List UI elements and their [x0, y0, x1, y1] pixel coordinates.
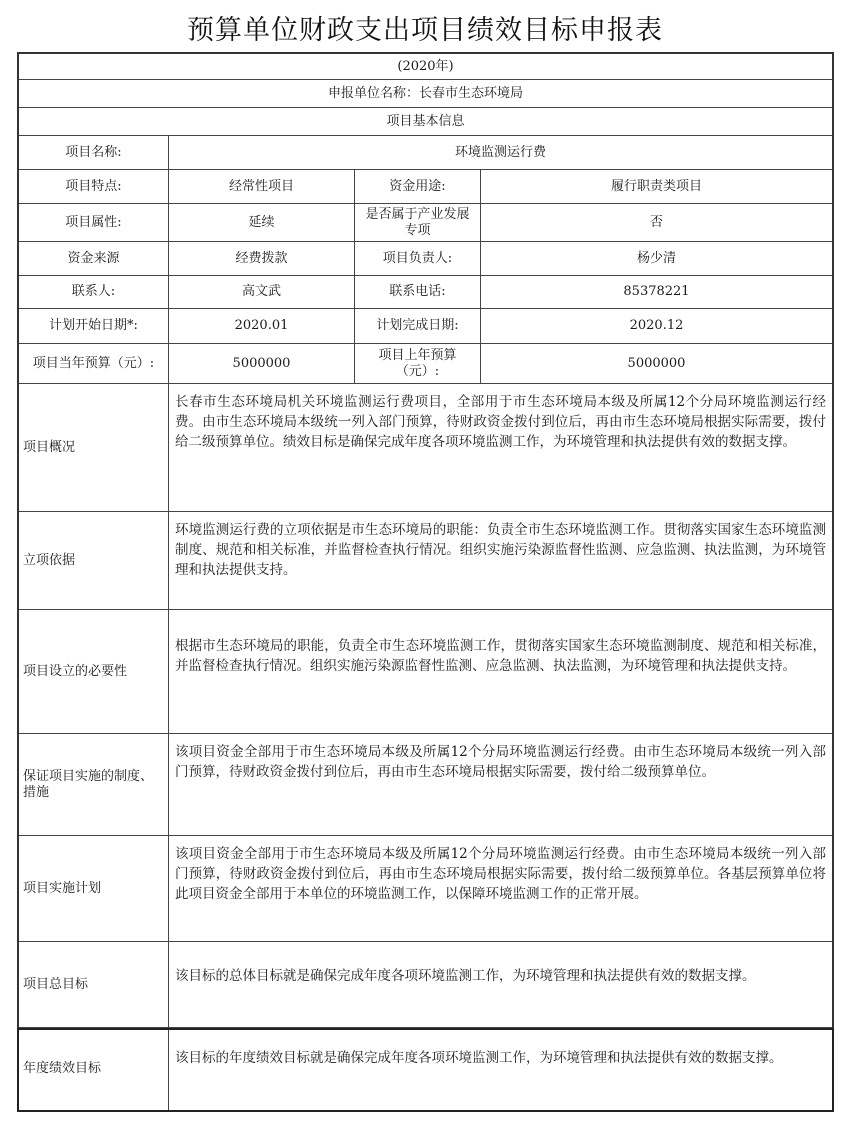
- section-text: 该目标的年度绩效目标就是确保完成年度各项环境监测工作，为环境管理和执法提供有效的数据支撑。: [175, 1050, 783, 1066]
- section-text: 长春市生态环境局机关环境监测运行费项目，全部用于市生态环境局本级及所属12个分局环境监测运行经费。由市生态环境局本级统一列入部门预算，待财政资金拨付到位后，再由市生态环境局根据实际需要，拨付给二级预算单位。绩效目标是确保完成年度各项环境监测工作，为环境管理和执法提供有效的数据支撑。: [175, 394, 826, 450]
- project-name-label: 项目名称:: [19, 136, 169, 169]
- section-text: 环境监测运行费的立项依据是市生态环境局的职能：负责全市生态环境监测工作。贯彻落实国家生态环境监测制度、规范和相关标准，并监督检查执行情况。组织实施污染源监督性监测、应急监测、执法监测，为环境管理和执法提供支持。: [175, 522, 826, 578]
- row-project-name: [19, 136, 832, 170]
- start-date-value: 2020.01: [169, 309, 355, 343]
- row-dates: [19, 309, 832, 344]
- use-label: 资金用途:: [355, 170, 481, 203]
- source-value: 经费拨款: [169, 242, 355, 275]
- row-attr: [19, 204, 832, 242]
- section-row: [19, 1028, 832, 1110]
- year-row: [19, 54, 832, 80]
- section-text: 该项目资金全部用于市生态环境局本级及所属12个分局环境监测运行经费。由市生态环境局本级统一列入部门预算，待财政资金拨付到位后，再由市生态环境局根据实际需要，拨付给二级预算单位。各基层预算单位将此项目资金全部用于本单位的环境监测工作，以保障环境监测工作的正常开展。: [175, 846, 826, 902]
- year-cell: (2020年): [397, 58, 454, 74]
- feature-label: 项目特点:: [19, 170, 169, 203]
- row-feature: [19, 170, 832, 204]
- form-table: [17, 52, 834, 1112]
- section-basic-heading: 项目基本信息: [386, 113, 465, 129]
- section-label: 立项依据: [19, 512, 169, 609]
- unit-row: [19, 80, 832, 108]
- row-source: [19, 242, 832, 276]
- industry-value: 否: [649, 214, 663, 230]
- budget-previous-label: 项目上年预算（元）:: [355, 344, 481, 383]
- section-row: [19, 384, 832, 512]
- budget-current-value: 5000000: [169, 344, 355, 383]
- unit-cell: 申报单位名称：长春市生态环境局: [327, 85, 523, 101]
- start-date-label: 计划开始日期*:: [19, 309, 169, 343]
- attr-value: 延续: [169, 204, 355, 241]
- leader-label: 项目负责人:: [355, 242, 481, 275]
- end-date-value: 2020.12: [629, 318, 684, 333]
- section-row: [19, 836, 832, 942]
- section-label: 项目概况: [19, 384, 169, 511]
- section-label: 保证项目实施的制度、措施: [19, 734, 169, 835]
- attr-label: 项目属性:: [19, 204, 169, 241]
- use-value: 履行职责类项目: [610, 178, 702, 194]
- section-basic-row: [19, 108, 832, 136]
- section-label: 项目实施计划: [19, 836, 169, 941]
- phone-value: 85378221: [623, 284, 690, 299]
- contact-label: 联系人:: [19, 276, 169, 308]
- industry-label: 是否属于产业发展专项: [355, 204, 481, 241]
- section-row: [19, 942, 832, 1028]
- section-label: 年度绩效目标: [19, 1028, 169, 1110]
- phone-label: 联系电话:: [355, 276, 481, 308]
- source-label: 资金来源: [19, 242, 169, 275]
- project-name-value: 环境监测运行费: [454, 144, 546, 160]
- row-budget: [19, 344, 832, 384]
- section-label: 项目总目标: [19, 942, 169, 1027]
- budget-previous-value: 5000000: [627, 355, 686, 371]
- section-text: 该项目资金全部用于市生态环境局本级及所属12个分局环境监测运行经费。由市生态环境局本级统一列入部门预算，待财政资金拨付到位后，再由市生态环境局根据实际需要，拨付给二级预算单位。: [175, 744, 826, 780]
- contact-value: 高文武: [169, 276, 355, 308]
- budget-current-label: 项目当年预算（元）:: [19, 344, 169, 383]
- section-text: 该目标的总体目标就是确保完成年度各项环境监测工作，为环境管理和执法提供有效的数据支撑。: [175, 968, 756, 984]
- leader-value: 杨少清: [636, 250, 676, 266]
- feature-value: 经常性项目: [169, 170, 355, 203]
- section-label: 项目设立的必要性: [19, 610, 169, 733]
- end-date-label: 计划完成日期:: [355, 309, 481, 343]
- section-row: [19, 734, 832, 836]
- form-title: 预算单位财政支出项目绩效目标申报表: [187, 15, 663, 46]
- section-row: [19, 512, 832, 610]
- row-contact: [19, 276, 832, 309]
- section-row: [19, 610, 832, 734]
- section-text: 根据市生态环境局的职能，负责全市生态环境监测工作，贯彻落实国家生态环境监测制度、规范和相关标准，并监督检查执行情况。组织实施污染源监督性监测、应急监测、执法监测，为环境管理和执法提供支持。: [175, 638, 826, 674]
